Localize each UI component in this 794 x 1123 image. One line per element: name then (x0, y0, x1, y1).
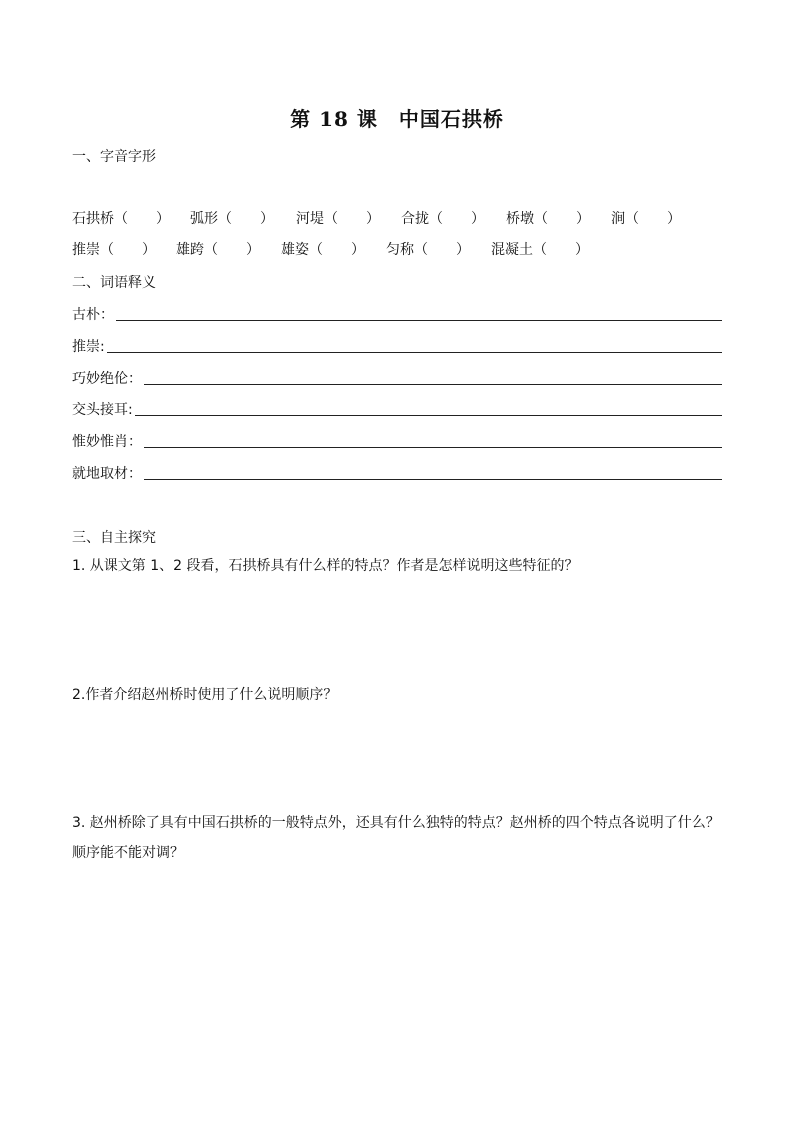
definition-term: 巧妙绝伦： (72, 371, 142, 387)
question-2: 2.作者介绍赵州桥时使用了什么说明顺序？ (72, 687, 338, 703)
definition-row (72, 334, 722, 356)
pinyin-item: 桥墩（ ） (506, 211, 590, 227)
page-title: 第 18 课 中国石拱桥 (290, 107, 504, 131)
definition-row (72, 461, 722, 483)
answer-line[interactable] (144, 368, 722, 385)
section-heading-pronunciation: 一、字音字形 (72, 149, 156, 165)
question-1: 1. 从课文第 1、2 段看，石拱桥具有什么样的特点？作者是怎样说明这些特征的？ (72, 558, 579, 574)
section-heading-vocabulary: 二、词语释义 (72, 275, 156, 291)
answer-line[interactable] (144, 463, 722, 480)
answer-line[interactable] (144, 431, 722, 448)
answer-line[interactable] (116, 304, 722, 321)
definition-term: 交头接耳: (72, 402, 133, 418)
definition-term: 古朴： (72, 307, 114, 323)
pinyin-row-2 (72, 239, 732, 259)
definition-row (72, 302, 722, 324)
pinyin-item: 雄跨（ ） (176, 242, 260, 258)
definition-term: 惟妙惟肖： (72, 434, 142, 450)
answer-line[interactable] (107, 336, 722, 353)
definition-row (72, 366, 722, 388)
definition-term: 推崇: (72, 339, 105, 355)
pinyin-item: 河堤（ ） (296, 211, 380, 227)
answer-line[interactable] (135, 399, 722, 416)
pinyin-item: 混凝土（ ） (491, 242, 589, 258)
pinyin-item: 推崇（ ） (72, 242, 156, 258)
definition-row (72, 429, 722, 451)
definition-row (72, 397, 722, 419)
definition-term: 就地取材： (72, 466, 142, 482)
question-3: 3. 赵州桥除了具有中国石拱桥的一般特点外，还具有什么独特的特点？赵州桥的四个特点各说明了什么？顺序能不能对调？ (72, 815, 720, 861)
pinyin-item: 涧（ ） (611, 211, 681, 227)
pinyin-item: 弧形（ ） (190, 211, 274, 227)
pinyin-item: 石拱桥（ ） (72, 211, 170, 227)
section-heading-inquiry: 三、自主探究 (72, 530, 156, 546)
pinyin-row-1 (72, 208, 732, 228)
pinyin-item: 雄姿（ ） (281, 242, 365, 258)
pinyin-item: 匀称（ ） (386, 242, 470, 258)
pinyin-item: 合拢（ ） (401, 211, 485, 227)
